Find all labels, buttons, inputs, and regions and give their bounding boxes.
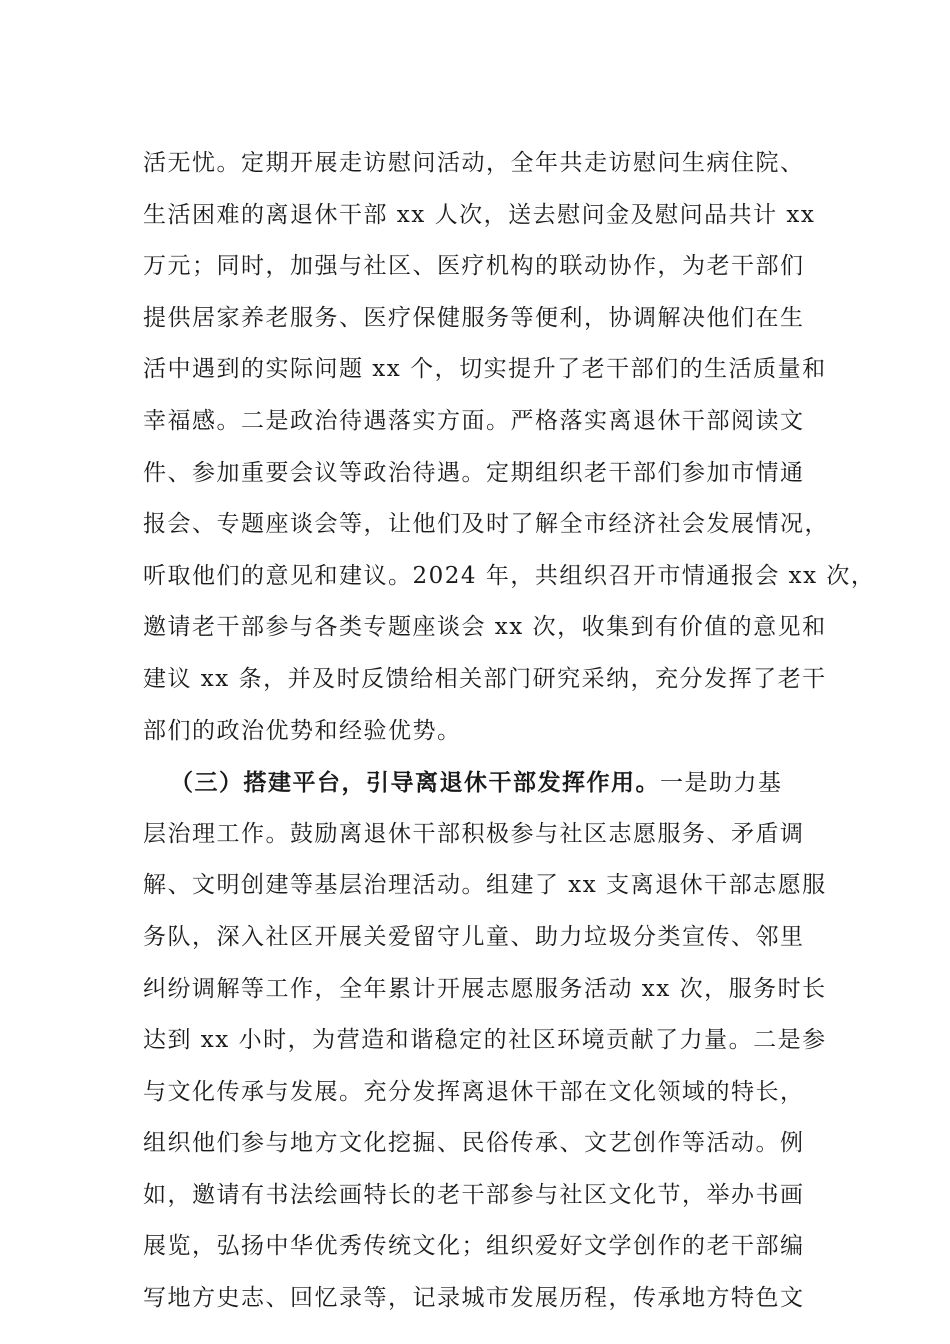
- document-body: [143, 138, 876, 1325]
- paragraph-line: 组织他们参与地方文化挖掘、民俗传承、文艺创作等活动。例: [143, 1130, 805, 1157]
- paragraph-line: 活无忧。定期开展走访慰问活动，全年共走访慰问生病住院、: [143, 150, 805, 176]
- paragraph-line: 生活困难的离退休干部 xx 人次，送去慰问金及慰问品共计 xx: [143, 201, 816, 228]
- paragraph-line: 提供居家养老服务、医疗保健服务等便利，协调解决他们在生: [143, 304, 805, 331]
- paragraph-line: 听取他们的意见和建议。2024 年，共组织召开市情通报会 xx 次，: [143, 562, 876, 589]
- paragraph-line: 如，邀请有书法绘画特长的老干部参与社区文化节，举办书画: [143, 1181, 805, 1208]
- paragraph-line: 件、参加重要会议等政治待遇。定期组织老干部们参加市情通: [143, 459, 805, 486]
- paragraph-line: 建议 xx 条，并及时反馈给相关部门研究采纳，充分发挥了老干: [143, 665, 827, 692]
- paragraph-line: 邀请老干部参与各类专题座谈会 xx 次，收集到有价值的意见和: [143, 614, 827, 641]
- paragraph-line: 解、文明创建等基层治理活动。组建了 xx 支离退休干部志愿服: [143, 872, 827, 899]
- paragraph-line: 报会、专题座谈会等，让他们及时了解全市经济社会发展情况，: [143, 511, 829, 538]
- paragraph-line: 层治理工作。鼓励离退休干部积极参与社区志愿服务、矛盾调: [143, 820, 805, 847]
- paragraph-line: 展览，弘扬中华优秀传统文化；组织爱好文学创作的老干部编: [143, 1233, 805, 1260]
- paragraph-line: 纠纷调解等工作，全年累计开展志愿服务活动 xx 次，服务时长: [143, 975, 827, 1002]
- paragraph-line: 与文化传承与发展。充分发挥离退休干部在文化领域的特长，: [143, 1078, 805, 1105]
- section-heading-tail: 一是助力基: [660, 770, 783, 797]
- paragraph-line: 达到 xx 小时，为营造和谐稳定的社区环境贡献了力量。二是参: [143, 1027, 827, 1054]
- paragraph-line: 部们的政治优势和经验优势。: [143, 717, 462, 744]
- paragraph-line: 务队，深入社区开展关爱留守儿童、助力垃圾分类宣传、邻里: [143, 923, 805, 950]
- paragraph-line: 幸福感。二是政治待遇落实方面。严格落实离退休干部阅读文: [143, 407, 805, 434]
- section-heading-line: [143, 757, 833, 809]
- section-heading: （三）搭建平台，引导离退休干部发挥作用。: [170, 769, 660, 797]
- paragraph-line: 写地方史志、回忆录等，记录城市发展历程，传承地方特色文: [143, 1285, 805, 1312]
- paragraph-line: 万元；同时，加强与社区、医疗机构的联动协作，为老干部们: [143, 253, 805, 280]
- paragraph-line: 活中遇到的实际问题 xx 个，切实提升了老干部们的生活质量和: [143, 356, 827, 383]
